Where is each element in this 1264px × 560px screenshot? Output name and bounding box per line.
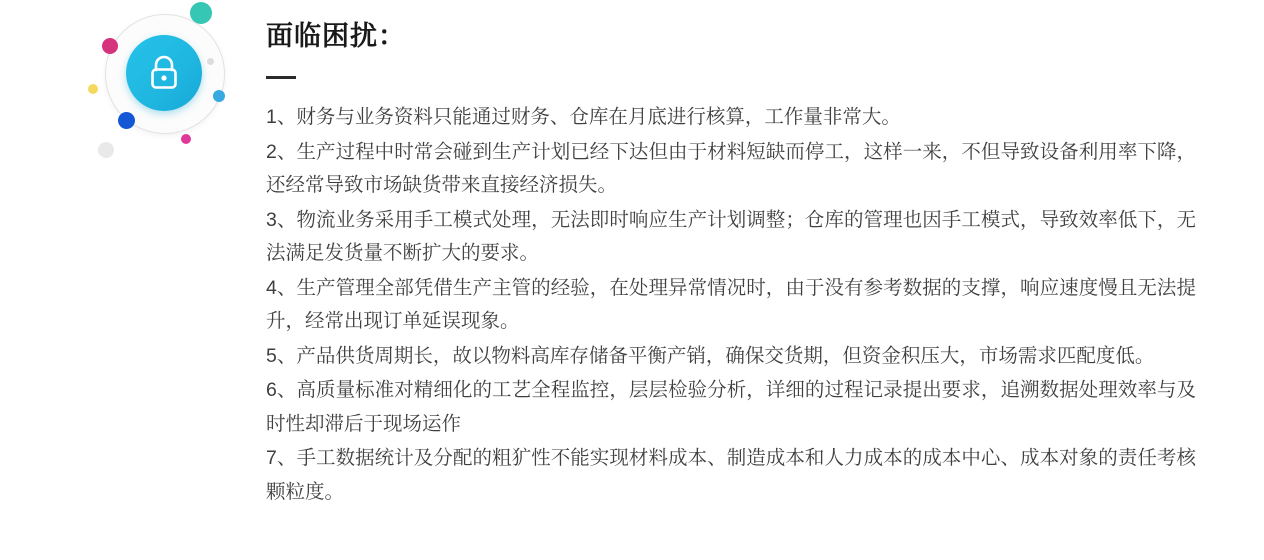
dot-yellow-icon xyxy=(88,84,98,94)
list-item: 3、物流业务采用手工模式处理，无法即时响应生产计划调整；仓库的管理也因手工模式，导致效率低下，无法满足发货量不断扩大的要求。 xyxy=(266,208,1196,264)
dot-grey-icon xyxy=(98,142,114,158)
list-item: 6、高质量标准对精细化的工艺全程监控，层层检验分析，详细的过程记录提出要求，追溯数据处理效率与及时性却滞后于现场运作 xyxy=(266,379,1196,435)
issue-list xyxy=(266,101,1196,509)
title-underline xyxy=(266,76,296,79)
dot-grey-small-icon xyxy=(207,58,214,65)
dot-cyan-icon xyxy=(213,90,225,102)
page-title: 面临困扰： xyxy=(266,21,406,51)
list-item: 1、财务与业务资料只能通过财务、仓库在月底进行核算，工作量非常大。 xyxy=(266,106,901,128)
content-column xyxy=(266,16,1196,510)
list-item: 4、生产管理全部凭借生产主管的经验，在处理异常情况时，由于没有参考数据的支撑，响应速度慢且无法提升，经常出现订单延误现象。 xyxy=(266,276,1196,332)
dot-teal-icon xyxy=(190,2,212,24)
dot-pink-icon xyxy=(181,134,191,144)
list-item: 5、产品供货周期长，故以物料高库存储备平衡产销，确保交货期，但资金积压大，市场需求匹配度低。 xyxy=(266,344,1155,367)
lock-badge-illustration xyxy=(60,0,260,180)
list-item: 2、生产过程中时常会碰到生产计划已经下达但由于材料短缺而停工，这样一来，不但导致设备利用率下降，还经常导致市场缺货带来直接经济损失。 xyxy=(266,140,1196,196)
dot-magenta-icon xyxy=(102,38,118,54)
dot-blue-icon xyxy=(118,112,135,129)
lock-icon xyxy=(146,53,182,93)
list-item: 7、手工数据统计及分配的粗犷性不能实现材料成本、制造成本和人力成本的成本中心、成本对象的责任考核颗粒度。 xyxy=(266,447,1196,503)
